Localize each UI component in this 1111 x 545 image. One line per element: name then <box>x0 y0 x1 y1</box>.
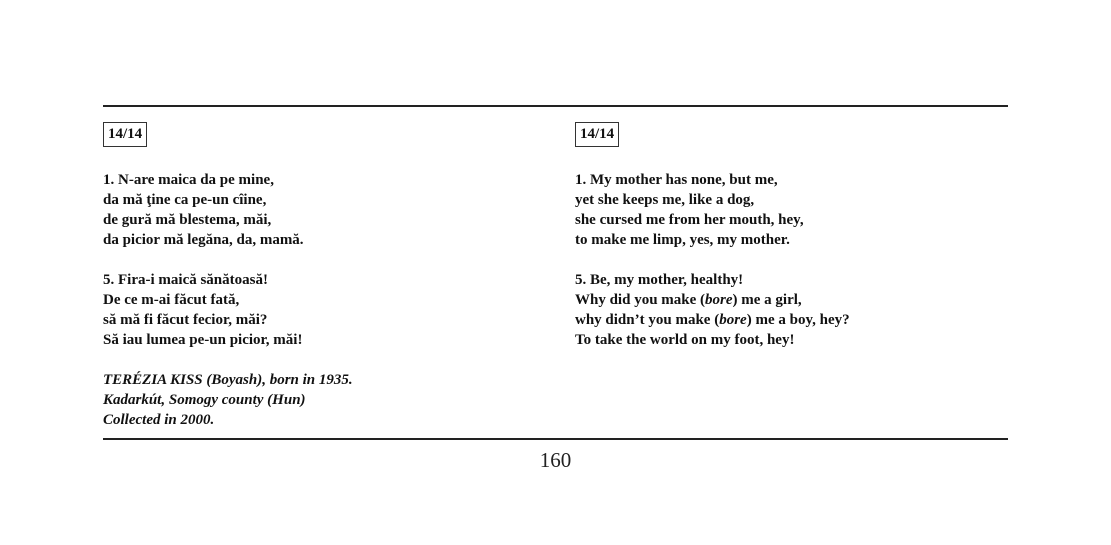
gloss-word: bore <box>705 292 733 308</box>
verse-line <box>575 310 1005 330</box>
stanza-1-original <box>103 170 533 250</box>
verse-line: de gură mă blestema, măi, <box>103 212 272 228</box>
song-reference-badge: 14/14 <box>103 122 147 147</box>
verse-text: ) me a boy, hey? <box>746 312 850 328</box>
verse-line: 1. My mother has none, but me, <box>575 172 778 188</box>
verse-line: Să iau lumea pe-un picior, măi! <box>103 332 303 348</box>
verse-line: she cursed me from her mouth, hey, <box>575 212 804 228</box>
original-text-column <box>103 122 533 430</box>
stanza-5-original <box>103 270 533 350</box>
top-rule <box>103 105 1008 107</box>
verse-text: why didn’t you make ( <box>575 312 720 328</box>
gloss-word: bore <box>719 312 747 328</box>
location-credit: Kadarkút, Somogy county (Hun) <box>103 392 306 408</box>
page-number: 160 <box>539 448 572 472</box>
stanza-1-translation <box>575 170 1005 250</box>
verse-text: ) me a girl, <box>732 292 802 308</box>
verse-line: De ce m-ai făcut fată, <box>103 292 240 308</box>
translation-column <box>575 122 1005 350</box>
song-reference-badge: 14/14 <box>575 122 619 147</box>
stanza-5-translation <box>575 270 1005 350</box>
verse-line: 5. Be, my mother, healthy! <box>575 272 744 288</box>
collection-date: Collected in 2000. <box>103 412 215 428</box>
bottom-rule <box>103 438 1008 440</box>
singer-credit: TERÉZIA KISS (Boyash), born in 1935. <box>103 372 353 388</box>
verse-line: 5. Fira-i maică sănătoasă! <box>103 272 268 288</box>
verse-line: yet she keeps me, like a dog, <box>575 192 755 208</box>
verse-line <box>575 290 1005 310</box>
verse-line: da picior mă legăna, da, mamă. <box>103 232 304 248</box>
verse-line: To take the world on my foot, hey! <box>575 332 795 348</box>
verse-text: Why did you make ( <box>575 292 706 308</box>
verse-line: să mă fi făcut fecior, măi? <box>103 312 268 328</box>
verse-line: to make me limp, yes, my mother. <box>575 232 790 248</box>
verse-line: 1. N-are maica da pe mine, <box>103 172 274 188</box>
verse-line: da mă ţine ca pe-un cîine, <box>103 192 267 208</box>
source-credits <box>103 370 533 430</box>
